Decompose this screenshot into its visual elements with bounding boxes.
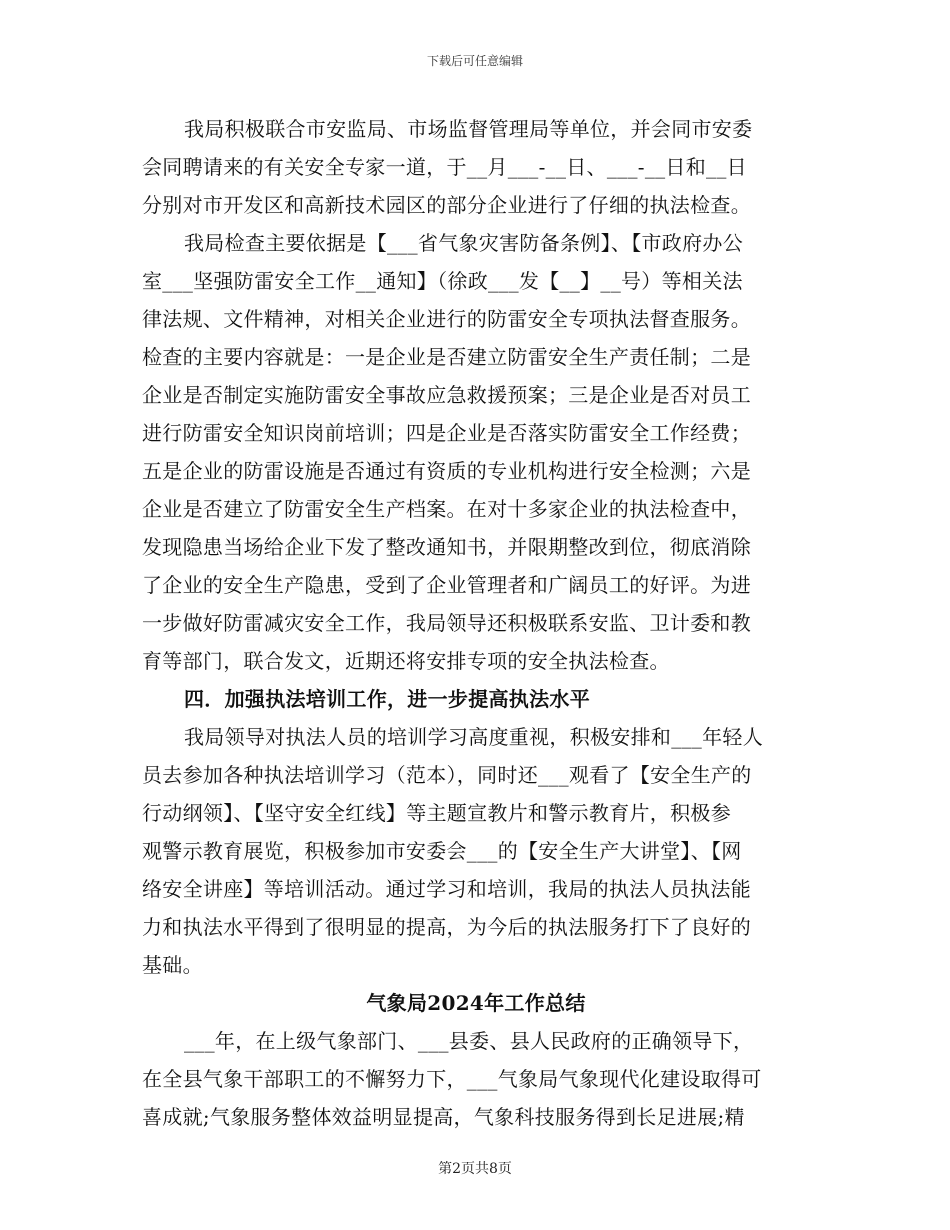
text-line: 企业是否制定实施防雷安全事故应急救援预案；三是企业是否对员工 (142, 383, 751, 407)
text-line: 行动纲领】、【坚守安全红线】等主题宣教片和警示教育片，积极参 (142, 801, 731, 825)
text-line: 我局积极联合市安监局、市场监督管理局等单位，并会同市安委 (184, 117, 753, 141)
text-line: 力和执法水平得到了很明显的提高，为今后的执法服务打下了良好的 (142, 915, 751, 939)
text-line: 室___坚强防雷安全工作__通知】（徐政___发【__】__号）等相关法 (142, 269, 743, 293)
text-line: 律法规、文件精神，对相关企业进行的防雷安全专项执法督查服务。 (142, 307, 751, 331)
page-footer: 第2页共8页 (438, 1161, 512, 1177)
text-line: 了企业的安全生产隐患，受到了企业管理者和广阔员工的好评。为进 (142, 573, 751, 597)
text-line: ___年，在上级气象部门、___县委、县人民政府的正确领导下， (184, 1029, 754, 1053)
text-line: 员去参加各种执法培训学习（范本），同时还___观看了【安全生产的 (142, 763, 752, 787)
document-title: 气象局2024年工作总结 (366, 991, 586, 1015)
text-line: 喜成就;气象服务整体效益明显提高，气象科技服务得到长足进展;精 (142, 1105, 745, 1129)
text-line: 基础。 (142, 953, 203, 977)
text-line: 发现隐患当场给企业下发了整改通知书，并限期整改到位，彻底消除 (142, 535, 751, 559)
text-line: 我局检查主要依据是【___省气象灾害防备条例】、【市政府办公 (184, 231, 743, 255)
text-line: 企业是否建立了防雷安全生产档案。在对十多家企业的执法检查中， (142, 497, 751, 521)
page-header: 下载后可任意编辑 (426, 54, 523, 68)
text-line: 一步做好防雷减灾安全工作，我局领导还积极联系安监、卫计委和教 (142, 611, 751, 635)
text-line: 五是企业的防雷设施是否通过有资质的专业机构进行安全检测；六是 (142, 459, 751, 483)
text-line: 会同聘请来的有关安全专家一道，于__月___-__日、___-__日和__日 (142, 155, 747, 179)
section-heading: 四．加强执法培训工作，进一步提高执法水平 (184, 687, 590, 711)
text-line: 络安全讲座】等培训活动。通过学习和培训，我局的执法人员执法能 (142, 877, 751, 901)
text-line: 育等部门，联合发文，近期还将安排专项的安全执法检查。 (142, 649, 670, 673)
text-line: 我局领导对执法人员的培训学习高度重视，积极安排和___年轻人 (184, 725, 763, 749)
text-line: 分别对市开发区和高新技术园区的部分企业进行了仔细的执法检查。 (142, 193, 751, 217)
document-body (142, 110, 810, 1136)
text-line: 进行防雷安全知识岗前培训；四是企业是否落实防雷安全工作经费； (142, 421, 751, 445)
text-line: 在全县气象干部职工的不懈努力下，___气象局气象现代化建设取得可 (142, 1067, 762, 1091)
text-line: 观警示教育展览，积极参加市安委会___的【安全生产大讲堂】、【网 (142, 839, 742, 863)
text-line: 检查的主要内容就是：一是企业是否建立防雷安全生产责任制；二是 (142, 345, 751, 369)
